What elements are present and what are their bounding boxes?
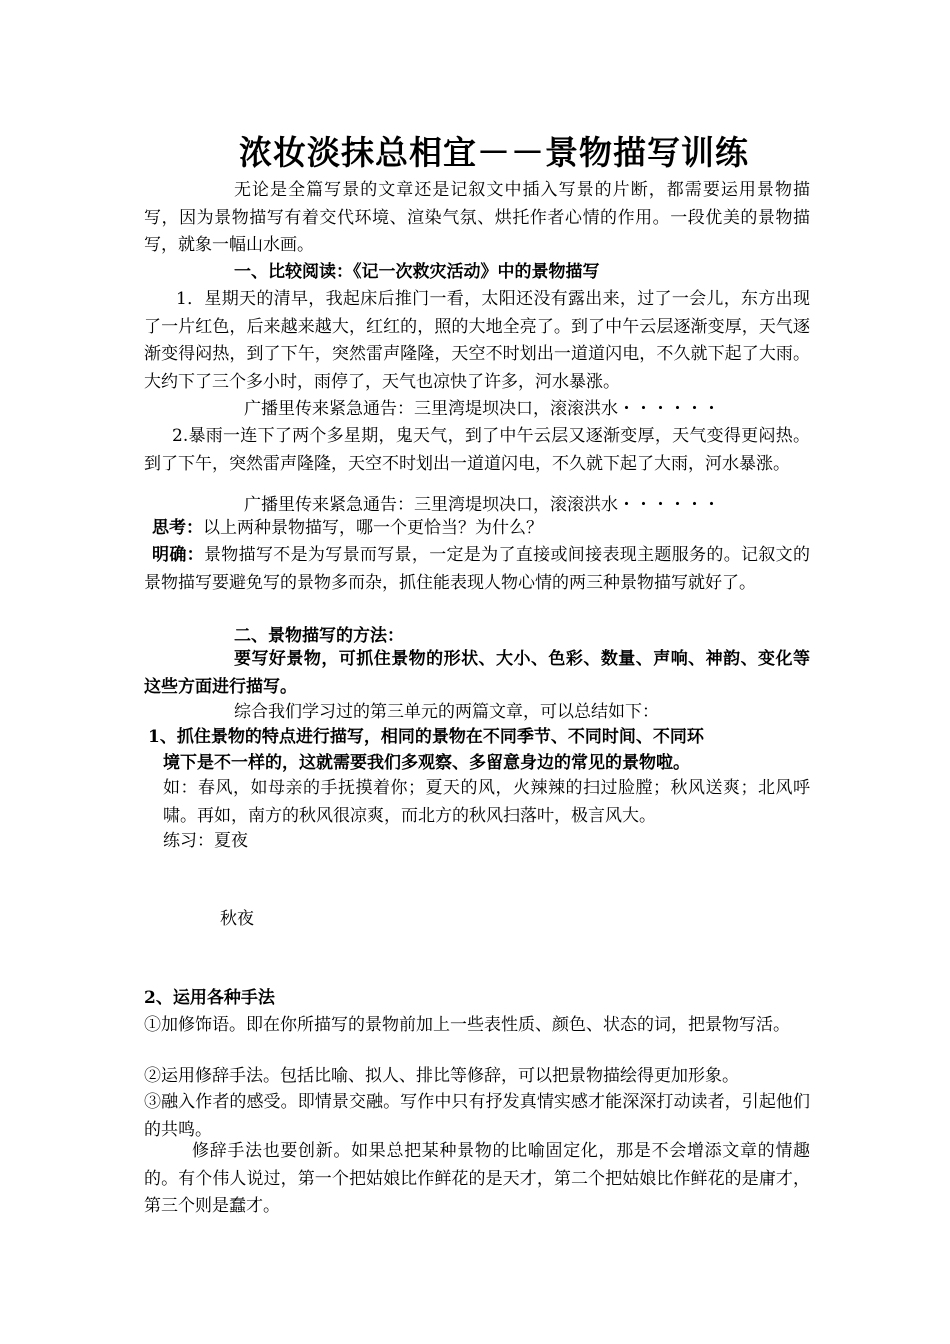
clarify-label: 明确： (152, 545, 204, 565)
think-text: 以上两种景物描写，哪一个更恰当？为什么？ (203, 518, 543, 538)
point1-line1: 1、抓住景物的特点进行描写，相同的景物在不同季节、不同时间、不同环 (148, 727, 704, 747)
point2-heading: 2、运用各种手法 (144, 988, 275, 1008)
section1-heading: 一、比较阅读：《记一次救灾活动》中的景物描写 (234, 262, 600, 282)
section2-lead: 要写好景物，可抓住景物的形状、大小、色彩、数量、声响、神韵、变化等这些方面进行描写。 (144, 649, 810, 697)
section2-heading: 二、景物描写的方法： (234, 626, 404, 646)
broadcast-notice-2: 广播里传来紧急通告：三里湾堤坝决口，滚滚洪水・・・・・・ (244, 495, 720, 515)
intro-paragraph: 无论是全篇写景的文章还是记叙文中插入写景的片断，都需要运用景物描写，因为景物描写有着交代环境、渲染气氛、烘托作者心情的作用。一段优美的景物描写，就象一幅山水画。 (144, 180, 810, 255)
example-paragraph: 如：春风，如母亲的手抚摸着你；夏天的风，火辣辣的扫过脸膛；秋风送爽；北风呼啸。再如，南方的秋风很凉爽，而北方的秋风扫落叶，极言风大。 (163, 778, 810, 826)
method-2: ②运用修辞手法。包括比喻、拟人、排比等修辞，可以把景物描绘得更加形象。 (144, 1066, 739, 1086)
think-line (152, 515, 543, 543)
method-1: ①加修饰语。即在你所描写的景物前加上一些表性质、颜色、状态的词，把景物写活。 (144, 1015, 790, 1035)
clarify-paragraph (144, 542, 810, 597)
practice-autumn-night: 秋夜 (220, 909, 254, 929)
summary-line: 综合我们学习过的第三单元的两篇文章，可以总结如下： (234, 702, 659, 722)
think-label: 思考： (152, 518, 203, 538)
page-title: 浓妆淡抹总相宜－－景物描写训练 (239, 133, 749, 172)
practice-summer-night: 练习：夏夜 (163, 831, 248, 851)
point1-line2: 境下是不一样的，这就需要我们多观察、多留意身边的常见的景物啦。 (163, 753, 690, 773)
comparison-text-2: 2.暴雨一连下了两个多星期，鬼天气，到了中午云层又逐渐变厚，天气变得更闷热。到了下午，突然雷声隆隆，天空不时划出一道道闪电，不久就下起了大雨，河水暴涨。 (144, 426, 810, 474)
closing-paragraph: 修辞手法也要创新。如果总把某种景物的比喻固定化，那是不会增添文章的情趣的。有个伟人说过，第一个把姑娘比作鲜花的是天才，第二个把姑娘比作鲜花的是庸才，第三个则是蠢才。 (144, 1141, 810, 1216)
method-3: ③融入作者的感受。即情景交融。写作中只有抒发真情实感才能深深打动读者，引起他们的共鸣。 (144, 1092, 810, 1140)
comparison-text-1: 1．星期天的清早，我起床后推门一看，太阳还没有露出来，过了一会儿，东方出现了一片红色，后来越来越大，红红的，照的大地全亮了。到了中午云层逐渐变厚，天气逐渐变得闷热，到了下午，突然雷声隆隆，天空不时划出一道道闪电，不久就下起了大雨。大约下了三个多小时，雨停了，天气也凉快了许多，河水暴涨。 (144, 289, 810, 392)
broadcast-notice-1: 广播里传来紧急通告：三里湾堤坝决口，滚滚洪水・・・・・・ (244, 399, 720, 419)
clarify-text: 景物描写不是为写景而写景，一定是为了直接或间接表现主题服务的。记叙文的景物描写要避免写的景物多而杂，抓住能表现人物心情的两三种景物描写就好了。 (144, 545, 811, 593)
